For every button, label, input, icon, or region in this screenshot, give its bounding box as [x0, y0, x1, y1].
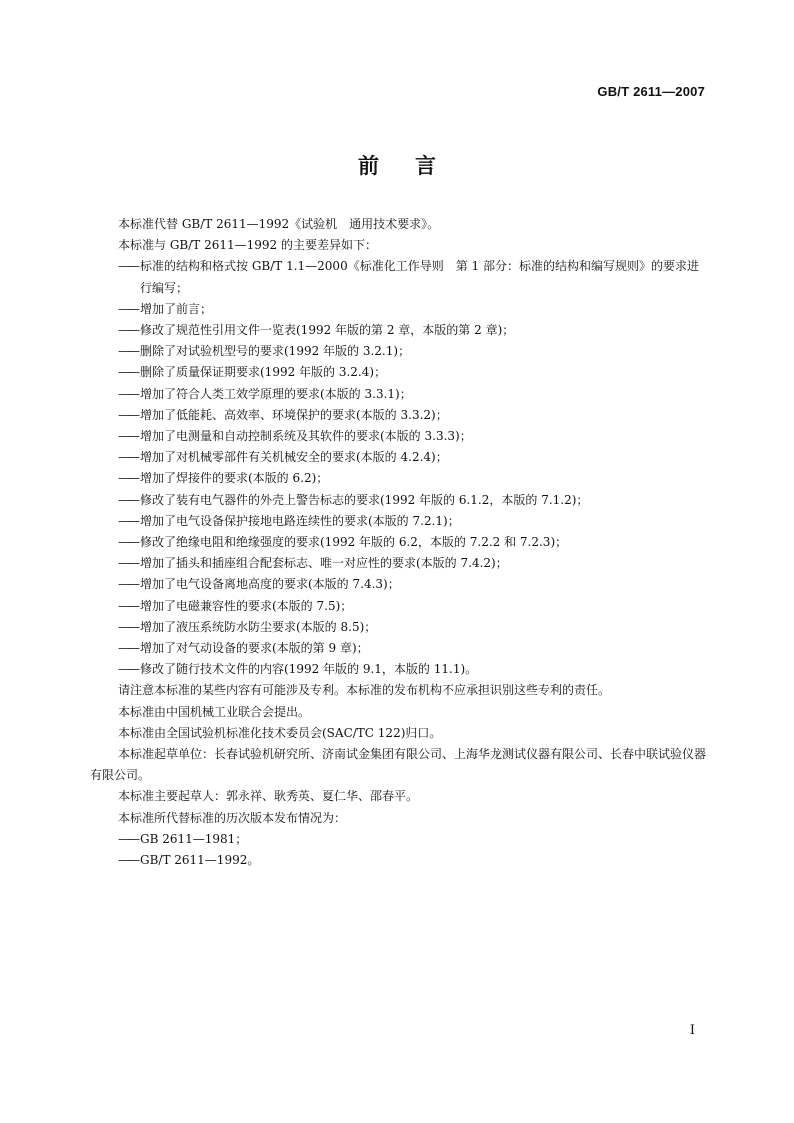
list-item-text: 增加了对气动设备的要求(本版的第 9 章)；: [140, 641, 369, 656]
list-item-text: 增加了电测量和自动控制系统及其软件的要求(本版的 3.3.3)；: [140, 429, 472, 444]
list-item-text: 增加了对机械零部件有关机械安全的要求(本版的 4.2.4)；: [140, 450, 448, 465]
history-intro: 本标准所代替标准的历次版本发布情况为：: [118, 810, 347, 825]
list-item-text: 修改了装有电气器件的外壳上警告标志的要求(1992 年版的 6.1.2，本版的 7.1.2)；: [140, 492, 589, 507]
list-item: [90, 362, 706, 383]
list-item: [90, 426, 706, 447]
dash-marker: ——: [118, 471, 138, 486]
dash-marker: ——: [118, 365, 138, 380]
dash-marker: ——: [118, 853, 138, 868]
dash-marker: ——: [118, 535, 138, 550]
dash-marker: ——: [118, 831, 138, 846]
list-item-text: GB 2611—1981；: [140, 831, 248, 846]
list-item: [90, 511, 706, 532]
list-item-text: 删除了质量保证期要求(1992 年版的 3.2.4)；: [140, 365, 387, 380]
proposed-by: 本标准由中国机械工业联合会提出。: [118, 704, 311, 719]
changes-list: [90, 256, 706, 680]
drafting-units: 本标准起草单位：长春试验机研究所、济南试金集团有限公司、上海华龙测试仪器有限公司、长春中联试验仪器有限公司。: [90, 747, 707, 783]
dash-marker: ——: [118, 619, 138, 634]
list-item: [90, 596, 706, 617]
list-item-text: 增加了低能耗、高效率、环境保护的要求(本版的 3.3.2)；: [140, 407, 448, 422]
managed-by: 本标准由全国试验机标准化技术委员会(SAC/TC 122)归口。: [118, 725, 442, 740]
dash-marker: ——: [118, 450, 138, 465]
list-item: [90, 341, 706, 362]
list-item-text: 增加了液压系统防水防尘要求(本版的 8.5)；: [140, 619, 377, 634]
list-item: [90, 574, 706, 595]
list-item: [90, 299, 706, 320]
dash-marker: ——: [118, 344, 138, 359]
dash-marker: ——: [118, 323, 138, 338]
list-item: [90, 256, 706, 298]
list-item: [90, 617, 706, 638]
list-item-text: 增加了焊接件的要求(本版的 6.2)；: [140, 471, 329, 486]
list-item-text: GB/T 2611—1992。: [140, 853, 260, 868]
list-item: [90, 320, 706, 341]
list-item: [90, 638, 706, 659]
list-item: [90, 532, 706, 553]
list-item-text: 修改了规范性引用文件一览表(1992 年版的第 2 章，本版的第 2 章)；: [140, 323, 515, 338]
dash-marker: ——: [118, 662, 138, 677]
patent-notice: 请注意本标准的某些内容有可能涉及专利。本标准的发布机构不应承担识别这些专利的责任。: [118, 683, 611, 698]
list-item-text: 增加了电气设备保护接地电路连续性的要求(本版的 7.2.1)；: [140, 513, 460, 528]
replaces-paragraph: 本标准代替 GB/T 2611—1992《试验机 通用技术要求》。: [118, 217, 440, 231]
list-item-text: 增加了前言；: [140, 301, 213, 316]
history-list: [90, 829, 706, 871]
dash-marker: ——: [118, 301, 138, 316]
dash-marker: ——: [118, 407, 138, 422]
list-item: [90, 384, 706, 405]
list-item: [90, 850, 706, 871]
page-title: 前言: [358, 153, 472, 178]
dash-marker: ——: [118, 429, 138, 444]
dash-marker: ——: [118, 513, 138, 528]
list-item-text: 修改了随行技术文件的内容(1992 年版的 9.1，本版的 11.1)。: [140, 662, 478, 677]
dash-marker: ——: [118, 598, 138, 613]
list-item-text: 修改了绝缘电阻和绝缘强度的要求(1992 年版的 6.2，本版的 7.2.2 和 7.2.3)；: [140, 535, 568, 550]
list-item-text: 标准的结构和格式按 GB/T 1.1—2000《标准化工作导则 第 1 部分：标准的结构和编写规则》的要求进行编写；: [140, 259, 699, 295]
dash-marker: ——: [118, 386, 138, 401]
foreword-body: [90, 214, 706, 871]
dash-marker: ——: [118, 556, 138, 571]
list-item-text: 增加了符合人类工效学原理的要求(本版的 3.3.1)；: [140, 386, 412, 401]
list-item-text: 增加了插头和插座组合配套标志、唯一对应性的要求(本版的 7.4.2)；: [140, 556, 508, 571]
list-item: [90, 829, 706, 850]
list-item-text: 删除了对试验机型号的要求(1992 年版的 3.2.1)；: [140, 344, 411, 359]
list-item-text: 增加了电气设备离地高度的要求(本版的 7.4.3)；: [140, 577, 400, 592]
page-number: I: [689, 1023, 695, 1038]
list-item: [90, 659, 706, 680]
drafters: 本标准主要起草人：郭永祥、耿秀英、夏仁华、邵春平。: [118, 789, 419, 804]
dash-marker: ——: [118, 492, 138, 507]
dash-marker: ——: [118, 641, 138, 656]
list-item: [90, 468, 706, 489]
dash-marker: ——: [118, 577, 138, 592]
list-item: [90, 447, 706, 468]
standard-number: GB/T 2611—2007: [597, 84, 705, 99]
differences-intro: 本标准与 GB/T 2611—1992 的主要差异如下：: [118, 238, 377, 253]
dash-marker: ——: [118, 259, 138, 274]
list-item: [90, 490, 706, 511]
list-item: [90, 553, 706, 574]
list-item: [90, 405, 706, 426]
list-item-text: 增加了电磁兼容性的要求(本版的 7.5)；: [140, 598, 353, 613]
